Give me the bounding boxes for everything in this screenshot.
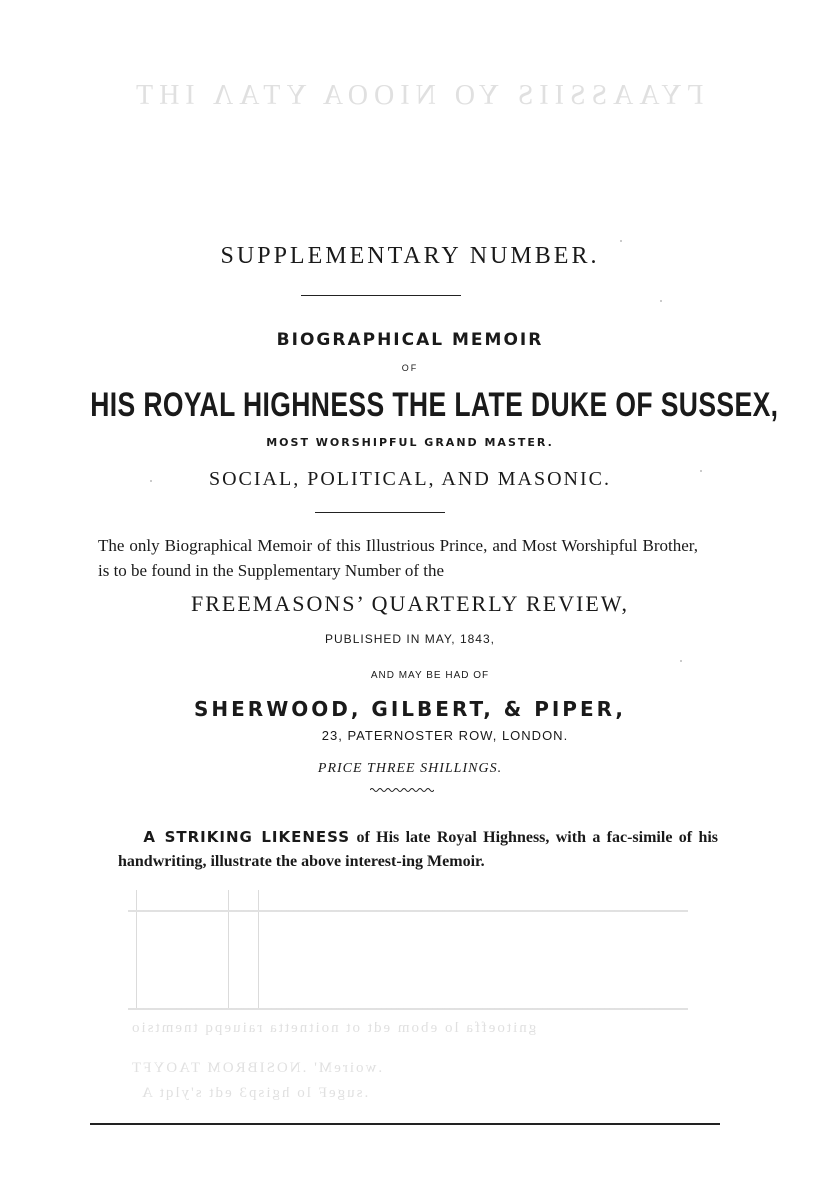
paper-speck — [680, 660, 682, 662]
supplementary-number-heading: SUPPLEMENTARY NUMBER. — [220, 243, 600, 269]
price-line: PRICE THREE SHILLINGS. — [317, 761, 503, 776]
paper-speck — [660, 300, 662, 302]
availability-line: AND MAY BE HAD OF — [370, 670, 490, 681]
divider-rule — [301, 295, 461, 296]
memoir-title: BIOGRAPHICAL MEMOIR — [276, 330, 544, 350]
publisher-names: SHERWOOD, GILBERT, & PIPER, — [194, 697, 626, 721]
bleed-through-table — [128, 890, 688, 1010]
likeness-lead: A STRIKING LIKENESS — [143, 828, 351, 846]
likeness-notice — [118, 825, 718, 874]
likeness-text: of His late Royal Highness, with a fac-simile of his handwriting, illustrate the above interest-ing Memoir. — [118, 829, 719, 870]
paper-speck — [620, 240, 622, 242]
bleed-through-text: ΓΥΑΑSSΙΙS ΥΟ ΝΙΟΟΑ ΥΤΑΛ ΙΗΤ — [130, 80, 704, 111]
publication-title: FREEMASONS’ QUARTERLY REVIEW, — [190, 591, 630, 616]
ornament-squiggle — [370, 787, 434, 793]
bleed-through-text: gnitoeffa lo ebom edt ot noitnetta raiuepq tnemtsio — [130, 1020, 537, 1036]
paper-speck — [150, 480, 152, 482]
of-connector: OF — [401, 363, 419, 373]
subject-heading: HIS ROYAL HIGHNESS THE LATE DUKE OF SUSSEX, — [90, 386, 779, 424]
bleed-through-text: .sugeF lo hgisp3 edt s'ylqt A — [140, 1085, 369, 1101]
intro-paragraph: The only Biographical Memoir of this Illustrious Prince, and Most Worshipful Brother, is to be found in the Supplementary Number of the — [98, 536, 698, 580]
publisher-address: 23, PATERNOSTER ROW, LONDON. — [321, 728, 569, 743]
bleed-through-text: .woireM' .NOSIBROM TAOYFT — [130, 1060, 383, 1076]
divider-rule — [315, 512, 445, 513]
aspects-subtitle: SOCIAL, POLITICAL, AND MASONIC. — [208, 468, 611, 490]
paper-speck — [700, 470, 702, 472]
bottom-rule — [90, 1123, 720, 1125]
office-subtitle: MOST WORSHIPFUL GRAND MASTER. — [266, 436, 554, 449]
publication-date: PUBLISHED IN MAY, 1843, — [325, 632, 495, 646]
